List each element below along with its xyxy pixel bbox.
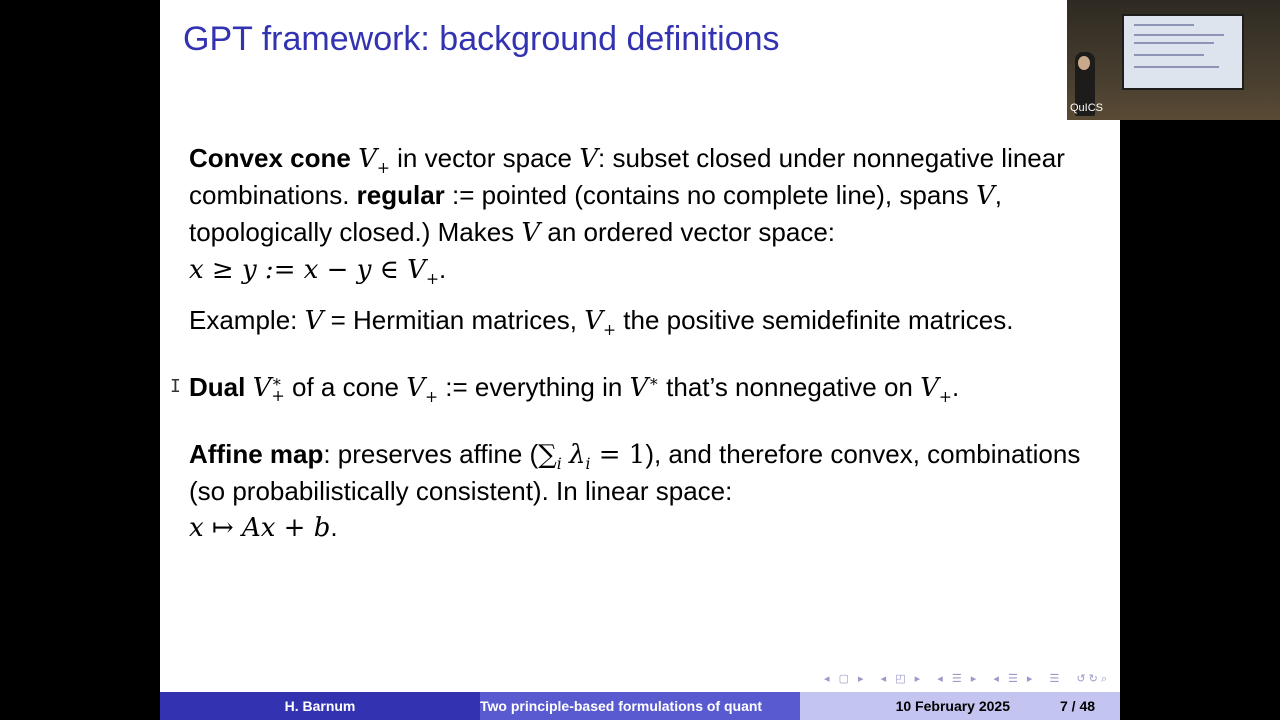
nav-search-icon[interactable]: ↺↻⌕ [1076, 673, 1110, 685]
affine-formula: x ↦ Ax + b [189, 513, 331, 543]
math-v: V [358, 144, 377, 174]
math-v: V [975, 181, 995, 211]
text: := pointed (contains no complete line), spans [444, 180, 976, 210]
term-affine-map: Affine map [189, 439, 324, 469]
math-v: V [920, 373, 939, 403]
text: that’s nonnegative on [658, 372, 921, 402]
screen-line [1134, 66, 1219, 68]
screen-line [1134, 54, 1204, 56]
math-sub: + [271, 386, 285, 406]
slide [160, 0, 1120, 720]
math-sub: i [556, 455, 562, 474]
text: Example: [189, 305, 305, 335]
math-sup: ∗ [271, 372, 283, 392]
text: = Hermitian matrices, [323, 305, 585, 335]
paragraph-dual [189, 369, 1099, 406]
math-sub: + [376, 159, 390, 178]
math-sub: + [424, 388, 439, 407]
math-sum: ∑ [538, 440, 557, 470]
math-v: V [579, 144, 599, 174]
math-v: V [406, 373, 425, 403]
screen-line [1134, 24, 1194, 26]
webcam-label: QuICS [1070, 102, 1104, 114]
nav-menu-icon[interactable]: ☰ [1049, 673, 1063, 685]
math-v: V [629, 373, 649, 403]
slide-footer [160, 692, 1120, 720]
webcam-projector-screen [1122, 14, 1244, 90]
text-cursor-icon: I [170, 376, 181, 397]
math-sub: + [602, 321, 617, 340]
text: . [951, 372, 960, 402]
term-regular: regular [356, 180, 445, 210]
text: the positive semidefinite matrices. [616, 305, 1014, 335]
order-formula: x ≥ y := x − y ∈ V [189, 255, 426, 285]
math-v: V [304, 306, 324, 336]
footer-date-page [800, 692, 1120, 720]
term-convex-cone: Convex cone [189, 143, 351, 173]
text: of a cone [284, 372, 407, 402]
math-v: V [521, 218, 541, 248]
slide-title: GPT framework: background definitions [183, 20, 780, 58]
term-dual: Dual [189, 372, 246, 402]
webcam-speaker-head [1078, 56, 1090, 70]
nav-document-icon[interactable]: ◂ ☰ ▸ [993, 673, 1036, 685]
math-lambda: λ [568, 440, 586, 470]
speaker-webcam [1067, 0, 1280, 120]
nav-section-icon[interactable]: ◂ ☰ ▸ [937, 673, 980, 685]
text: ), and therefore convex, combinations (so probabilistically consistent). In linear space: [189, 439, 1081, 506]
text: := everything in [438, 372, 630, 402]
math-v: V [252, 373, 272, 403]
text: . [330, 512, 338, 542]
math-v: V [584, 306, 603, 336]
screen-line [1134, 34, 1224, 36]
beamer-navigation[interactable] [816, 672, 1110, 686]
math-sub: + [938, 388, 952, 407]
paragraph-example [189, 302, 1099, 339]
text: , topologically closed.) Makes [189, 180, 1002, 247]
footer-author: H. Barnum [160, 692, 480, 720]
text: in vector space [389, 143, 580, 173]
slide-content [189, 140, 1099, 546]
text: . [439, 254, 447, 284]
math-supsub [271, 372, 285, 406]
text: : preserves affine ( [323, 439, 539, 469]
nav-subsection-icon[interactable]: ◂ ◰ ▸ [880, 673, 924, 685]
screen-line [1134, 42, 1214, 44]
footer-page-number: 7 / 48 [1060, 698, 1096, 714]
math-sub: i [585, 455, 591, 474]
footer-talk-title: Two principle-based formulations of quant [480, 692, 800, 720]
paragraph-affine-map [189, 436, 1099, 546]
math-sub: + [425, 270, 440, 289]
math-eq: = 1 [590, 440, 646, 470]
text: an ordered vector space: [540, 217, 836, 247]
footer-date: 10 February 2025 [895, 698, 1010, 714]
math-sup: ∗ [648, 372, 659, 391]
text: : subset closed under nonnegative linear combinations. [189, 143, 1065, 210]
nav-frame-icon[interactable]: ◂ ▢ ▸ [824, 673, 867, 685]
paragraph-convex-cone [189, 140, 1099, 288]
